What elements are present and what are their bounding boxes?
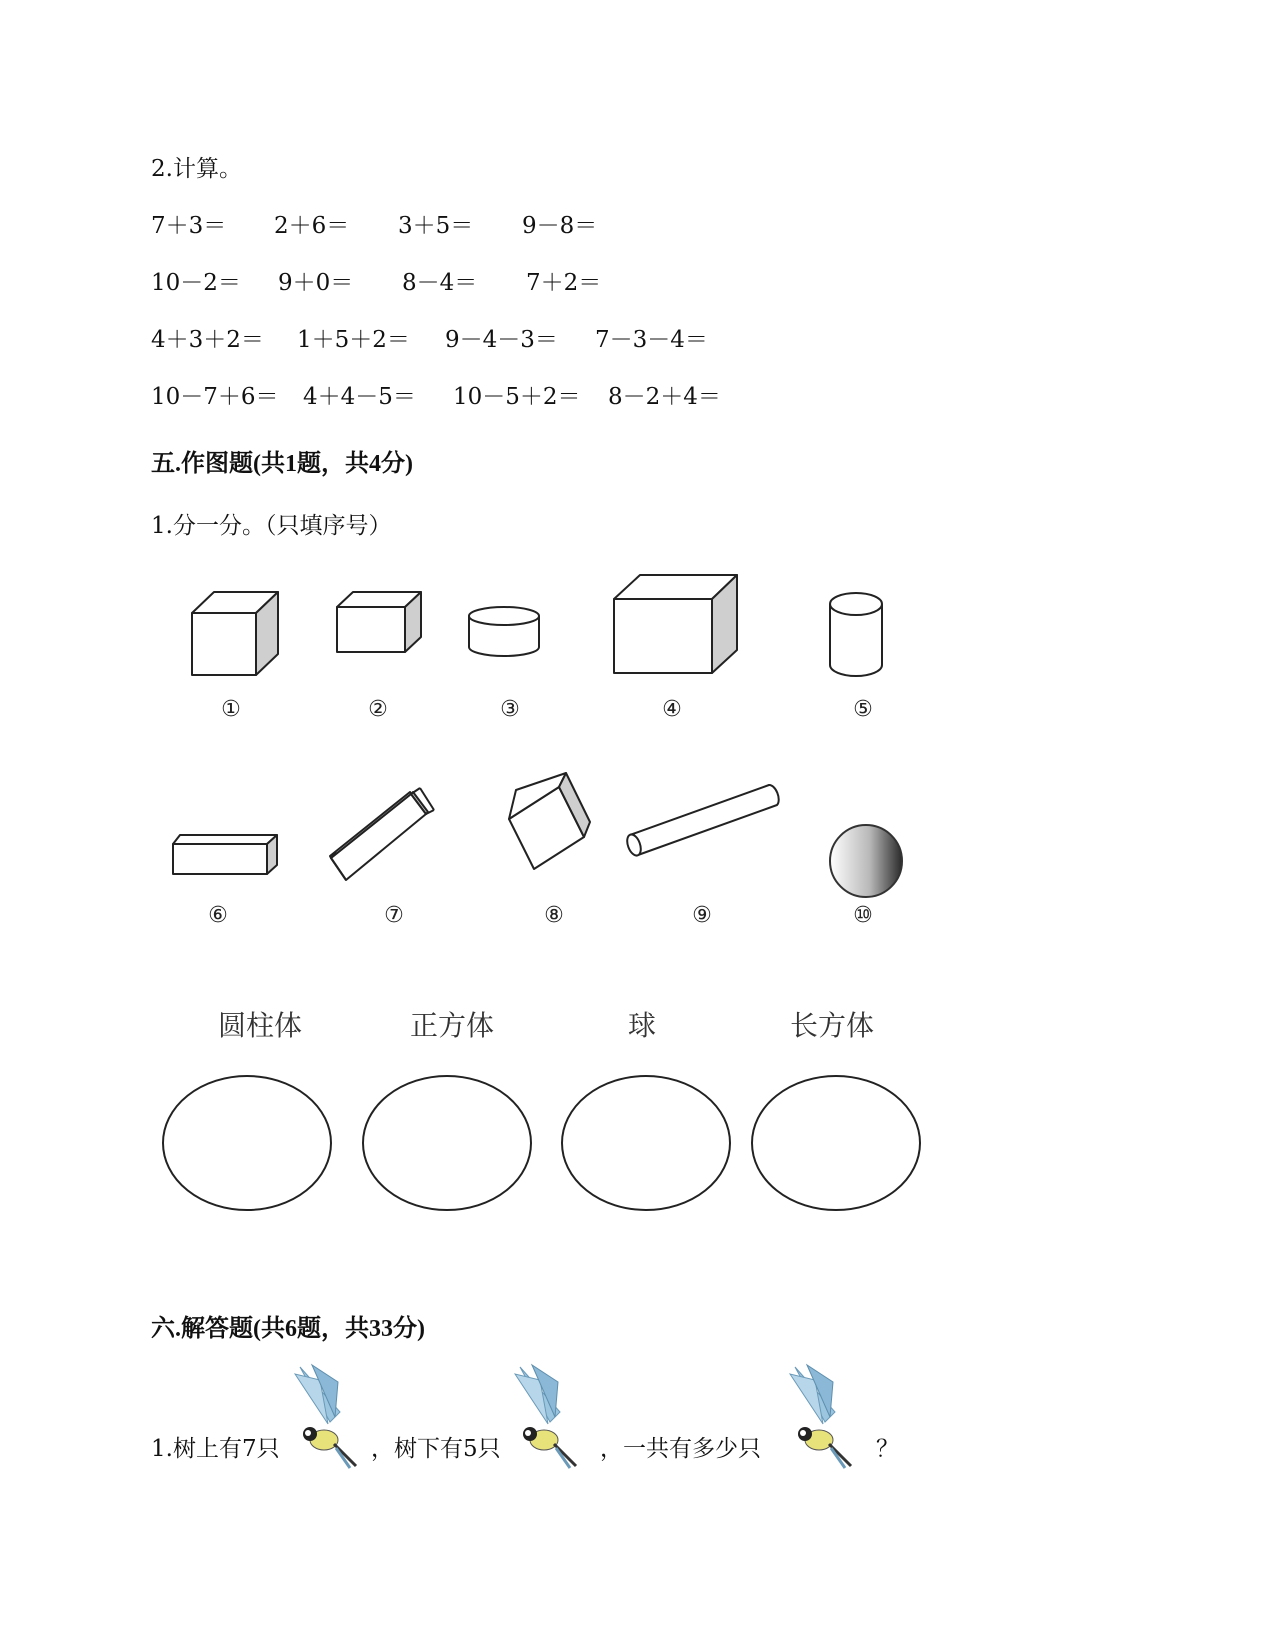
shape-10-sphere-icon <box>830 825 902 897</box>
shape-label-5: ⑤ <box>853 697 873 722</box>
calc-item: 7＋2＝ <box>526 270 602 296</box>
calc-item: 9－8＝ <box>522 213 598 239</box>
shape-label-4: ④ <box>662 697 682 722</box>
shape-label-2: ② <box>368 697 388 722</box>
bird-icon <box>290 1362 360 1472</box>
calc-item: 10－2＝ <box>151 270 241 296</box>
shape-label-8: ⑧ <box>544 903 564 928</box>
calc-item: 9＋0＝ <box>278 270 354 296</box>
calc-item: 1＋5＋2＝ <box>297 327 410 353</box>
category-sphere: 球 <box>627 1009 657 1042</box>
shape-5-cylinder-icon <box>830 593 882 676</box>
calc-item: 3＋5＝ <box>398 213 474 239</box>
shape-label-6: ⑥ <box>208 903 228 928</box>
answer-oval-cylinder <box>163 1076 331 1210</box>
shape-3-cylinder-icon <box>469 607 539 656</box>
section-5-title: 五.作图题(共1题，共4分) <box>151 451 413 477</box>
answer-oval-cube <box>363 1076 531 1210</box>
shape-4-cuboid-icon <box>614 575 737 673</box>
calc-item: 8－4＝ <box>402 270 478 296</box>
category-cube: 正方体 <box>409 1009 495 1042</box>
shape-label-3: ③ <box>500 697 520 722</box>
bird-icon <box>785 1362 855 1472</box>
section-6-title: 六.解答题(共6题，共33分) <box>151 1316 425 1342</box>
answer-oval-cuboid <box>752 1076 920 1210</box>
calc-item: 4＋4－5＝ <box>303 384 416 410</box>
calc-item: 2＋6＝ <box>274 213 350 239</box>
q6-text-part-1: 1.树上有7只 <box>151 1436 280 1462</box>
shape-7-cuboid-icon <box>330 788 434 880</box>
calc-item: 8－2＋4＝ <box>608 384 721 410</box>
shape-1-cube-icon <box>192 592 278 675</box>
section-5-question-1: 1.分一分。（只填序号） <box>151 513 392 539</box>
question-2-title: 2.计算。 <box>151 156 242 182</box>
category-cuboid: 长方体 <box>789 1009 875 1042</box>
q6-text-part-2: ，树下有5只 <box>371 1436 501 1462</box>
answer-oval-sphere <box>562 1076 730 1210</box>
shape-label-1: ① <box>221 697 241 722</box>
calc-item: 9－4－3＝ <box>445 327 558 353</box>
shape-label-7: ⑦ <box>384 903 404 928</box>
calc-item: 4＋3＋2＝ <box>151 327 264 353</box>
q6-text-part-4: ？ <box>876 1436 899 1462</box>
shape-2-cuboid-icon <box>337 592 421 652</box>
category-cylinder: 圆柱体 <box>217 1009 303 1042</box>
shape-label-10: ⑩ <box>853 903 873 928</box>
shape-9-rod-icon <box>625 785 779 857</box>
calc-item: 10－7＋6＝ <box>151 384 279 410</box>
bird-icon <box>510 1362 580 1472</box>
calc-item: 10－5＋2＝ <box>453 384 581 410</box>
shape-label-9: ⑨ <box>692 903 712 928</box>
shape-6-cuboid-icon <box>173 835 277 874</box>
shape-8-cube-icon <box>509 773 590 869</box>
q6-text-part-3: ，一共有多少只 <box>600 1436 761 1462</box>
calc-item: 7－3－4＝ <box>595 327 708 353</box>
calc-item: 7＋3＝ <box>151 213 227 239</box>
